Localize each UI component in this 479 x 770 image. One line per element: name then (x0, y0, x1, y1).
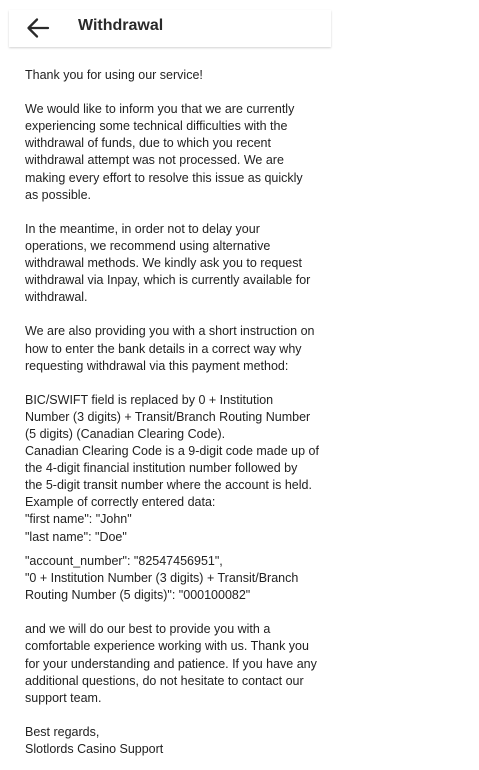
paragraph-line: Example of correctly entered data: (25, 495, 216, 510)
paragraph-line: Canadian Clearing Code is a 9-digit code made up of (25, 444, 319, 459)
paragraph-line: additional questions, do not hesitate to contact our (25, 673, 304, 688)
paragraph-line: withdrawal of funds, due to which you recent (25, 136, 271, 151)
paragraph-line: withdrawal via Inpay, which is currently available for (25, 273, 311, 288)
paragraph-line: the 5-digit transit number where the account is held. (25, 478, 312, 493)
signature-line: Slotlords Casino Support (25, 742, 164, 757)
arrow-left-icon (23, 14, 53, 42)
example-first-name: "first name": "John" (25, 512, 132, 527)
paragraph-line: support team. (25, 690, 102, 705)
paragraph-line: Number (3 digits) + Transit/Branch Routing Number (25, 409, 311, 424)
greeting-text: Thank you for using our service! (25, 68, 203, 82)
page-title: Withdrawal (78, 17, 164, 34)
paragraph-line: operations, we recommend using alternative (25, 238, 271, 253)
paragraph-line: withdrawal. (25, 290, 88, 305)
example-routing-number: "0 + Institution Number (3 digits) + Transit/Branch (25, 571, 299, 586)
example-routing-number: Routing Number (5 digits)": "000100082" (25, 588, 251, 603)
message-text-continued (25, 553, 341, 758)
signoff-line: Best regards, (25, 724, 100, 739)
paragraph-line: requesting withdrawal via this payment method: (25, 358, 289, 373)
paragraph-line: experiencing some technical difficulties with the (25, 119, 288, 134)
paragraph-line: withdrawal methods. We kindly ask you to request (25, 256, 302, 271)
top-app-bar (9, 10, 331, 47)
paragraph-line: (5 digits) (Canadian Clearing Code). (25, 426, 226, 441)
paragraph-line: We would like to inform you that we are currently (25, 102, 295, 117)
paragraph-line: and we will do our best to provide you with a (25, 622, 271, 637)
back-button[interactable] (23, 14, 53, 42)
paragraph-line: withdrawal attempt was not processed. We are (25, 153, 284, 168)
message-text (25, 67, 331, 546)
message-body-continued (9, 550, 341, 770)
paragraph-line: the 4-digit financial institution number followed by (25, 461, 298, 476)
paragraph-line: for your understanding and patience. If you have any (25, 656, 317, 671)
message-body (9, 49, 331, 550)
paragraph-line: how to enter the bank details in a correct way why (25, 341, 302, 356)
paragraph-line: We are also providing you with a short instruction on (25, 324, 315, 339)
paragraph-line: In the meantime, in order not to delay your (25, 221, 260, 236)
paragraph-line: comfortable experience working with us. Thank you (25, 639, 309, 654)
example-account-number: "account_number": "82547456951", (25, 554, 223, 568)
paragraph-line: making every effort to resolve this issue as quickly (25, 170, 303, 185)
paragraph-line: as possible. (25, 187, 92, 202)
example-last-name: "last name": "Doe" (25, 529, 127, 544)
paragraph-line: BIC/SWIFT field is replaced by 0 + Institution (25, 392, 274, 407)
